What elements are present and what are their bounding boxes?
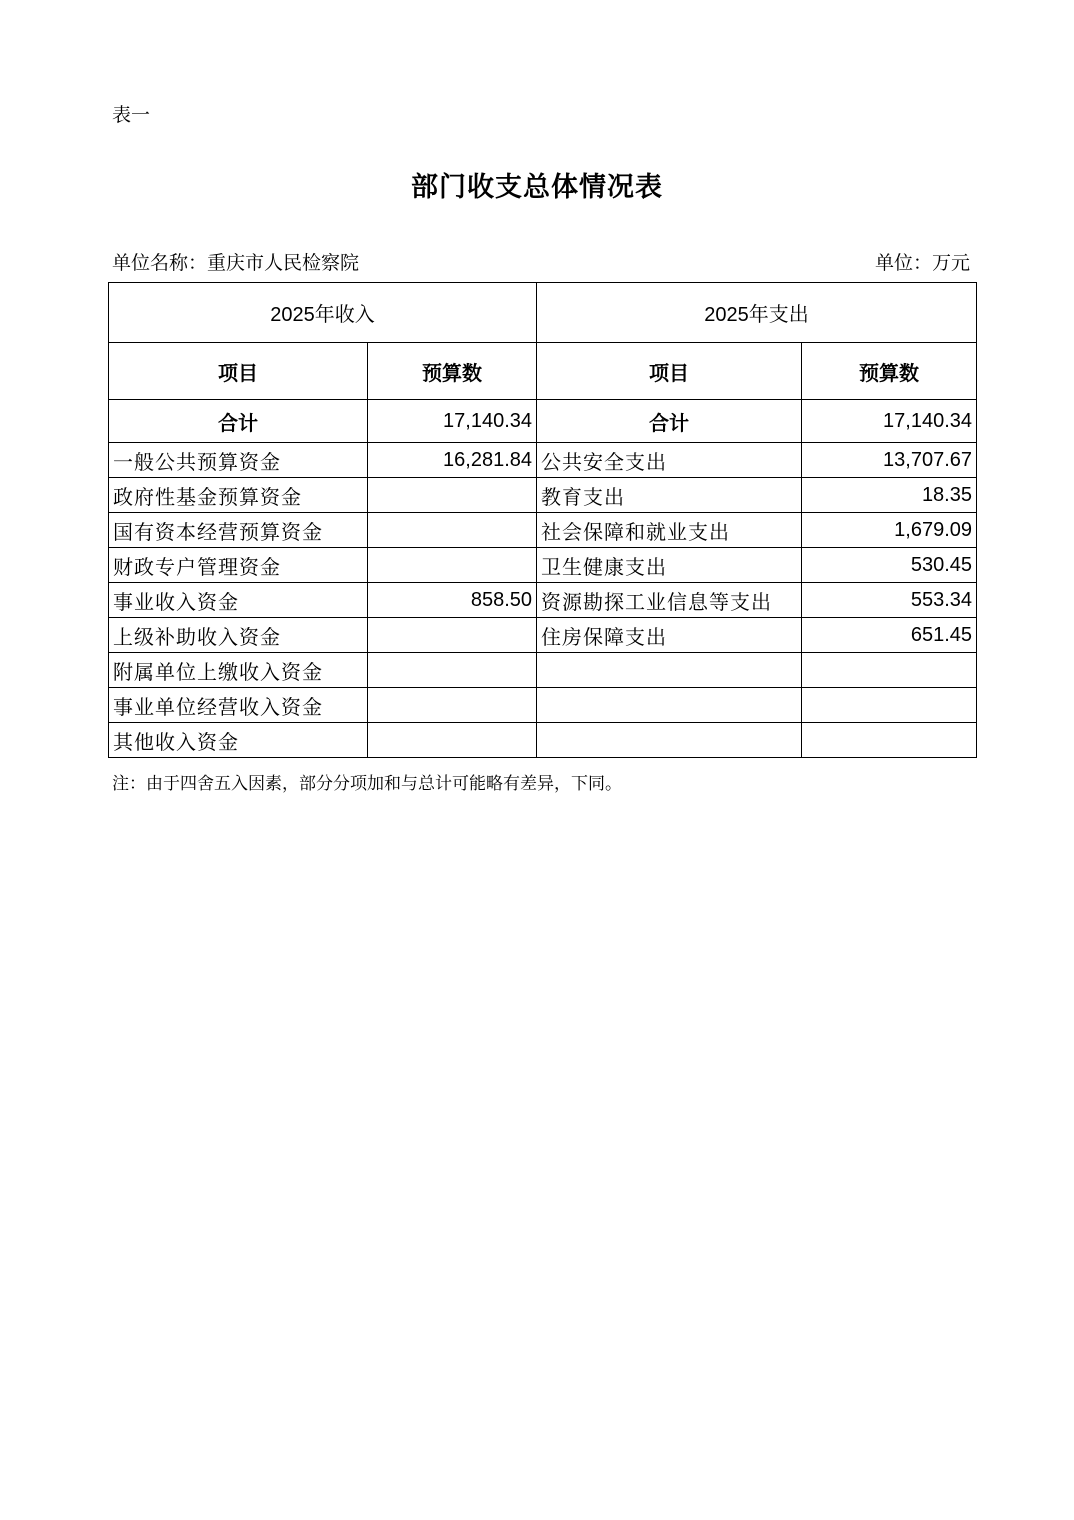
expense-value-cell (802, 653, 977, 688)
expense-value-cell: 553.34 (802, 583, 977, 618)
currency-unit-label: 单位：万元 (874, 252, 970, 274)
table-row (109, 443, 977, 478)
expense-value-cell: 13,707.67 (802, 443, 977, 478)
expense-item-cell (537, 653, 802, 688)
expense-item-column-header: 项目 (537, 343, 802, 400)
expense-total-label: 合计 (537, 400, 802, 443)
income-item-cell: 其他收入资金 (109, 723, 368, 758)
income-value-cell (368, 548, 537, 583)
table-row (109, 548, 977, 583)
table-row (109, 513, 977, 548)
income-item-column-header: 项目 (109, 343, 368, 400)
table-number: 表一 (112, 104, 151, 126)
table-row (109, 583, 977, 618)
income-item-cell: 一般公共预算资金 (109, 443, 368, 478)
income-value-cell (368, 723, 537, 758)
expense-value-cell: 1,679.09 (802, 513, 977, 548)
table-row (109, 478, 977, 513)
expense-value-cell: 18.35 (802, 478, 977, 513)
expense-item-cell: 教育支出 (537, 478, 802, 513)
income-value-cell (368, 653, 537, 688)
table-row (109, 653, 977, 688)
income-total-label: 合计 (109, 400, 368, 443)
expense-value-cell: 651.45 (802, 618, 977, 653)
column-header-row (109, 343, 977, 400)
footnote: 注：由于四舍五入因素，部分分项加和与总计可能略有差异，下同。 (112, 774, 622, 794)
income-item-cell: 政府性基金预算资金 (109, 478, 368, 513)
income-item-cell: 财政专户管理资金 (109, 548, 368, 583)
table-row (109, 688, 977, 723)
income-value-cell (368, 618, 537, 653)
expense-value-cell: 530.45 (802, 548, 977, 583)
section-header-row (109, 283, 977, 343)
expense-value-cell (802, 688, 977, 723)
unit-name-label: 单位名称：重庆市人民检察院 (112, 252, 360, 274)
table-row (109, 618, 977, 653)
income-budget-column-header: 预算数 (368, 343, 537, 400)
expense-item-cell: 住房保障支出 (537, 618, 802, 653)
page-title: 部门收支总体情况表 (411, 172, 663, 203)
total-row (109, 400, 977, 443)
expense-item-cell: 资源勘探工业信息等支出 (537, 583, 802, 618)
budget-table (108, 282, 977, 758)
income-value-cell (368, 478, 537, 513)
table-row (109, 723, 977, 758)
income-value-cell (368, 513, 537, 548)
expense-value-cell (802, 723, 977, 758)
expense-budget-column-header: 预算数 (802, 343, 977, 400)
expense-item-cell: 社会保障和就业支出 (537, 513, 802, 548)
income-total-value: 17,140.34 (368, 400, 537, 443)
expense-section-header: 2025年支出 (537, 283, 977, 343)
income-item-cell: 附属单位上缴收入资金 (109, 653, 368, 688)
income-item-cell: 事业单位经营收入资金 (109, 688, 368, 723)
income-value-cell: 858.50 (368, 583, 537, 618)
expense-item-cell: 卫生健康支出 (537, 548, 802, 583)
income-section-header: 2025年收入 (109, 283, 537, 343)
income-value-cell: 16,281.84 (368, 443, 537, 478)
expense-item-cell (537, 723, 802, 758)
expense-item-cell (537, 688, 802, 723)
income-value-cell (368, 688, 537, 723)
income-item-cell: 国有资本经营预算资金 (109, 513, 368, 548)
expense-total-value: 17,140.34 (802, 400, 977, 443)
income-item-cell: 上级补助收入资金 (109, 618, 368, 653)
income-item-cell: 事业收入资金 (109, 583, 368, 618)
expense-item-cell: 公共安全支出 (537, 443, 802, 478)
